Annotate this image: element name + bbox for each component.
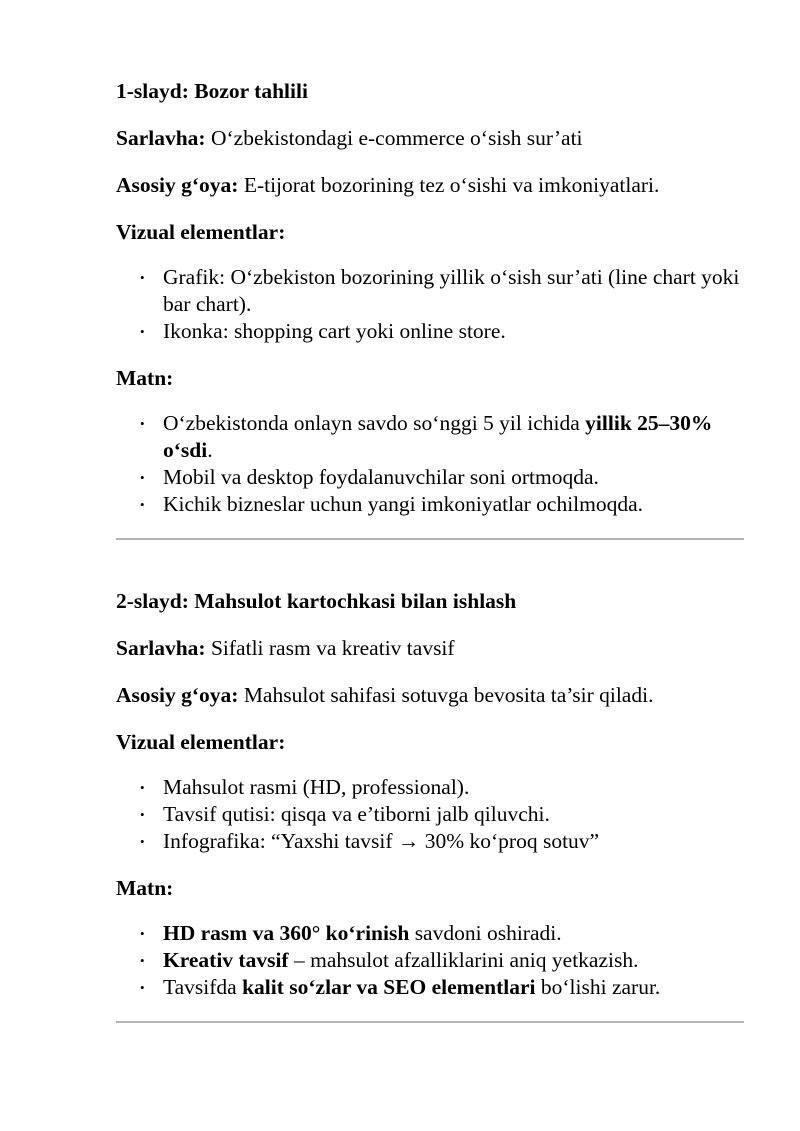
item-text: Mahsulot rasmi (HD, professional).: [163, 775, 470, 799]
slide-section-1: [116, 78, 744, 518]
bullet-icon: •: [140, 980, 145, 995]
matn-heading: Matn:: [116, 366, 174, 390]
item-text: Ikonka: shopping cart yoki online store.: [163, 319, 506, 343]
sarlavha-text: O‘zbekistondagi e-commerce o‘sish sur’ati: [205, 126, 583, 150]
list-item: [116, 318, 744, 345]
vizual-heading: Vizual elementlar:: [116, 220, 286, 244]
list-item: [116, 947, 744, 974]
vizual-list: [116, 264, 744, 345]
slide-title: 1-slayd: Bozor tahlili: [116, 79, 308, 103]
bullet-icon: •: [140, 416, 145, 431]
asosiy-goya-label: Asosiy g‘oya:: [116, 173, 239, 197]
bullet-icon: •: [140, 807, 145, 822]
bullet-icon: •: [140, 470, 145, 485]
item-text: Tavsif qutisi: qisqa va e’tiborni jalb qiluvchi.: [163, 802, 550, 826]
item-text: Grafik: O‘zbekiston bozorining yillik o‘sish sur’ati (line chart yoki bar chart).: [163, 265, 740, 316]
asosiy-goya-field: [116, 682, 744, 709]
item-bold-text: yillik 25–30% o‘sdi: [163, 411, 713, 462]
slide-title: 2-slayd: Mahsulot kartochkasi bilan ishlash: [116, 589, 517, 613]
item-text: savdoni oshiradi.: [409, 921, 562, 945]
asosiy-goya-label: Asosiy g‘oya:: [116, 683, 239, 707]
list-item: [116, 464, 744, 491]
bullet-icon: •: [140, 834, 145, 849]
bullet-icon: •: [140, 324, 145, 339]
list-item: [116, 410, 744, 464]
list-item: [116, 801, 744, 828]
sarlavha-field: [116, 635, 744, 662]
matn-list: [116, 920, 744, 1001]
asosiy-goya-field: [116, 172, 744, 199]
item-bold-text: Kreativ tavsif: [163, 948, 289, 972]
item-text: – mahsulot afzalliklarini aniq yetkazish.: [288, 948, 639, 972]
bullet-icon: •: [140, 270, 145, 285]
item-bold-text: HD rasm va 360° ko‘rinish: [163, 921, 410, 945]
vizual-list: [116, 774, 744, 855]
asosiy-goya-text: E-tijorat bozorining tez o‘sishi va imkoniyatlari.: [238, 173, 660, 197]
sarlavha-label: Sarlavha:: [116, 636, 206, 660]
matn-list: [116, 410, 744, 518]
asosiy-goya-text: Mahsulot sahifasi sotuvga bevosita ta’sir qiladi.: [238, 683, 654, 707]
bullet-icon: •: [140, 926, 145, 941]
document-content: [116, 78, 744, 1023]
matn-heading: Matn:: [116, 876, 174, 900]
item-text: Mobil va desktop foydalanuvchilar soni ortmoqda.: [163, 465, 599, 489]
item-bold-text: kalit so‘zlar va SEO elementlari: [242, 975, 536, 999]
slide-section-2: [116, 588, 744, 1001]
bullet-icon: •: [140, 780, 145, 795]
item-text: O‘zbekistonda onlayn savdo so‘nggi 5 yil ichida: [163, 411, 586, 435]
item-text: Kichik bizneslar uchun yangi imkoniyatlar ochilmoqda.: [163, 492, 644, 516]
list-item: [116, 974, 744, 1001]
list-item: [116, 491, 744, 518]
section-gap: [116, 540, 744, 588]
bullet-icon: •: [140, 497, 145, 512]
item-text: .: [207, 438, 213, 462]
list-item: [116, 774, 744, 801]
item-text: bo‘lishi zarur.: [535, 975, 661, 999]
bullet-icon: •: [140, 953, 145, 968]
item-text: Tavsifda: [163, 975, 243, 999]
section-divider: [116, 1021, 744, 1023]
sarlavha-text: Sifatli rasm va kreativ tavsif: [205, 636, 455, 660]
list-item: [116, 920, 744, 947]
vizual-heading: Vizual elementlar:: [116, 730, 286, 754]
list-item: [116, 828, 744, 855]
sarlavha-field: [116, 125, 744, 152]
list-item: [116, 264, 744, 318]
item-text: Infografika: “Yaxshi tavsif → 30% ko‘proq sotuv”: [163, 829, 600, 853]
sarlavha-label: Sarlavha:: [116, 126, 206, 150]
